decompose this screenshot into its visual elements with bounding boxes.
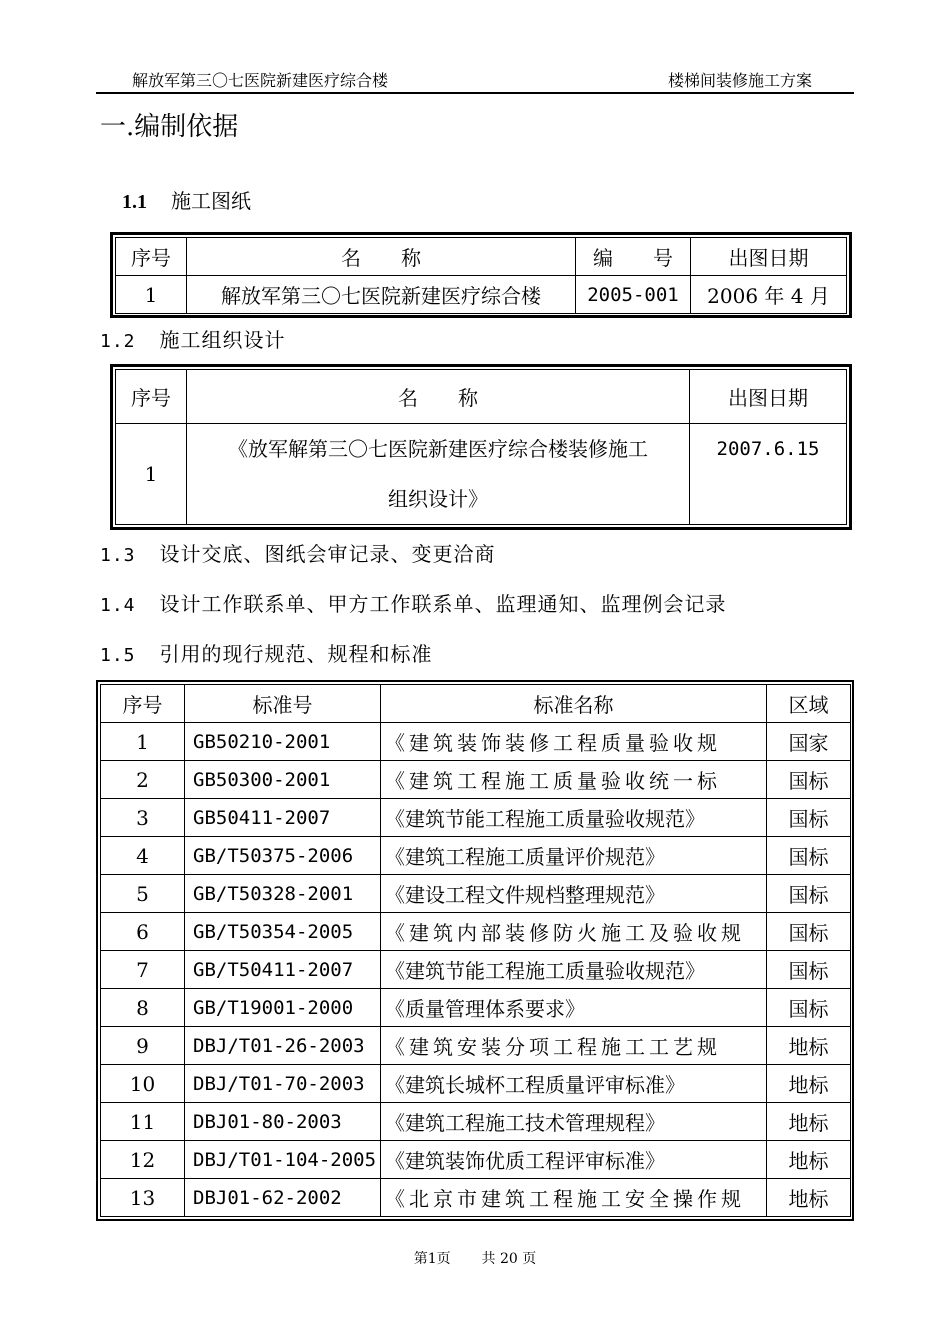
row-number: 9 <box>101 1027 185 1065</box>
standard-name: 《建筑安装分项工程施工工艺规 <box>381 1027 767 1065</box>
standard-region: 国标 <box>767 837 851 875</box>
standard-code: DBJ/T01-26-2003 <box>185 1027 381 1065</box>
section-title: 施工组织设计 <box>159 328 286 352</box>
standard-region: 国标 <box>767 761 851 799</box>
section-1-2 <box>100 324 286 353</box>
standard-region: 国标 <box>767 799 851 837</box>
doc-name-line-1: 《放军解第三〇七医院新建医疗综合楼装修施工 <box>228 437 648 461</box>
table-row <box>116 424 847 525</box>
standard-name: 《建筑内部装修防火施工及验收规 <box>381 913 767 951</box>
doc-name-line-2: 组织设计》 <box>388 487 488 511</box>
table-header: 序号 <box>101 685 185 723</box>
table-cell: 1 <box>116 424 187 525</box>
standard-name: 《建筑工程施工技术管理规程》 <box>381 1103 767 1141</box>
section-number: 1.3 <box>100 545 136 566</box>
standard-code: GB/T50375-2006 <box>185 837 381 875</box>
standard-region: 地标 <box>767 1027 851 1065</box>
table-header: 出图日期 <box>691 238 847 276</box>
table-row <box>101 723 851 761</box>
section-1-3 <box>100 538 496 567</box>
row-number: 11 <box>101 1103 185 1141</box>
standard-region: 地标 <box>767 1065 851 1103</box>
page-footer <box>0 1248 950 1268</box>
header-left: 解放军第三〇七医院新建医疗综合楼 <box>132 71 389 90</box>
page-total: 共 20 页 <box>481 1251 537 1267</box>
row-number: 1 <box>101 723 185 761</box>
standard-code: GB50210-2001 <box>185 723 381 761</box>
table-row <box>116 276 847 314</box>
standard-name: 《建筑工程施工质量验收统一标 <box>381 761 767 799</box>
section-1-5 <box>100 638 433 667</box>
section-title: 设计工作联系单、甲方工作联系单、监理通知、监理例会记录 <box>159 592 727 616</box>
table-cell: 2006 年 4 月 <box>691 276 847 314</box>
table-header: 出图日期 <box>690 370 847 424</box>
standard-code: DBJ01-80-2003 <box>185 1103 381 1141</box>
table-row <box>101 1103 851 1141</box>
standard-code: GB50411-2007 <box>185 799 381 837</box>
table-header: 序号 <box>116 370 187 424</box>
standard-region: 国家 <box>767 723 851 761</box>
heading-1: 一.编制依据 <box>100 112 239 142</box>
table-row <box>101 1027 851 1065</box>
standard-name: 《建筑长城杯工程质量评审标准》 <box>381 1065 767 1103</box>
standard-code: GB/T50354-2005 <box>185 913 381 951</box>
standards-table <box>96 680 854 1221</box>
table-header: 标准名称 <box>381 685 767 723</box>
section-title: 引用的现行规范、规程和标准 <box>159 642 433 666</box>
standard-name: 《建筑节能工程施工质量验收规范》 <box>381 951 767 989</box>
table-row <box>101 951 851 989</box>
table-cell: 2007.6.15 <box>690 424 847 525</box>
section-number: 1.4 <box>100 595 136 616</box>
table-header: 序号 <box>116 238 187 276</box>
row-number: 8 <box>101 989 185 1027</box>
standard-code: DBJ/T01-70-2003 <box>185 1065 381 1103</box>
table-header: 名 称 <box>187 370 690 424</box>
section-title: 设计交底、图纸会审记录、变更洽商 <box>159 542 496 566</box>
table-cell <box>187 424 690 525</box>
standard-region: 国标 <box>767 875 851 913</box>
table-header: 名 称 <box>187 238 576 276</box>
standard-name: 《建筑装饰装修工程质量验收规 <box>381 723 767 761</box>
row-number: 4 <box>101 837 185 875</box>
row-number: 3 <box>101 799 185 837</box>
standard-code: GB50300-2001 <box>185 761 381 799</box>
standard-code: GB/T50328-2001 <box>185 875 381 913</box>
table-row <box>101 837 851 875</box>
table-row <box>101 875 851 913</box>
section-number: 1.2 <box>100 331 136 352</box>
table-cell: 1 <box>116 276 187 314</box>
org-design-table <box>110 364 852 530</box>
section-number: 1.5 <box>100 645 136 666</box>
row-number: 7 <box>101 951 185 989</box>
table-header: 编 号 <box>576 238 691 276</box>
standard-name: 《建筑装饰优质工程评审标准》 <box>381 1141 767 1179</box>
header-divider <box>96 92 854 94</box>
row-number: 5 <box>101 875 185 913</box>
standard-region: 国标 <box>767 913 851 951</box>
standard-region: 地标 <box>767 1141 851 1179</box>
table-row <box>101 1179 851 1217</box>
row-number: 12 <box>101 1141 185 1179</box>
section-number: 1.1 <box>122 191 147 213</box>
page-number: 第1页 <box>413 1251 451 1267</box>
table-header: 区域 <box>767 685 851 723</box>
standard-region: 地标 <box>767 1179 851 1217</box>
row-number: 2 <box>101 761 185 799</box>
standard-name: 《质量管理体系要求》 <box>381 989 767 1027</box>
standard-name: 《建筑节能工程施工质量验收规范》 <box>381 799 767 837</box>
table-header: 标准号 <box>185 685 381 723</box>
standard-name: 《建设工程文件规档整理规范》 <box>381 875 767 913</box>
table-row <box>101 913 851 951</box>
table-row <box>101 989 851 1027</box>
row-number: 13 <box>101 1179 185 1217</box>
drawings-table <box>110 232 852 318</box>
standard-name: 《北京市建筑工程施工安全操作规 <box>381 1179 767 1217</box>
row-number: 6 <box>101 913 185 951</box>
table-row <box>101 1065 851 1103</box>
section-1-1 <box>122 185 251 214</box>
table-cell: 解放军第三〇七医院新建医疗综合楼 <box>187 276 576 314</box>
section-1-4 <box>100 588 727 617</box>
standard-region: 国标 <box>767 989 851 1027</box>
section-title: 施工图纸 <box>171 189 251 213</box>
row-number: 10 <box>101 1065 185 1103</box>
table-cell: 2005-001 <box>576 276 691 314</box>
standard-region: 地标 <box>767 1103 851 1141</box>
standard-code: GB/T50411-2007 <box>185 951 381 989</box>
table-row <box>101 799 851 837</box>
header-right: 楼梯间装修施工方案 <box>668 71 813 90</box>
standard-code: DBJ/T01-104-2005 <box>185 1141 381 1179</box>
standard-name: 《建筑工程施工质量评价规范》 <box>381 837 767 875</box>
standard-code: GB/T19001-2000 <box>185 989 381 1027</box>
standard-region: 国标 <box>767 951 851 989</box>
table-row <box>101 1141 851 1179</box>
standard-code: DBJ01-62-2002 <box>185 1179 381 1217</box>
table-row <box>101 761 851 799</box>
